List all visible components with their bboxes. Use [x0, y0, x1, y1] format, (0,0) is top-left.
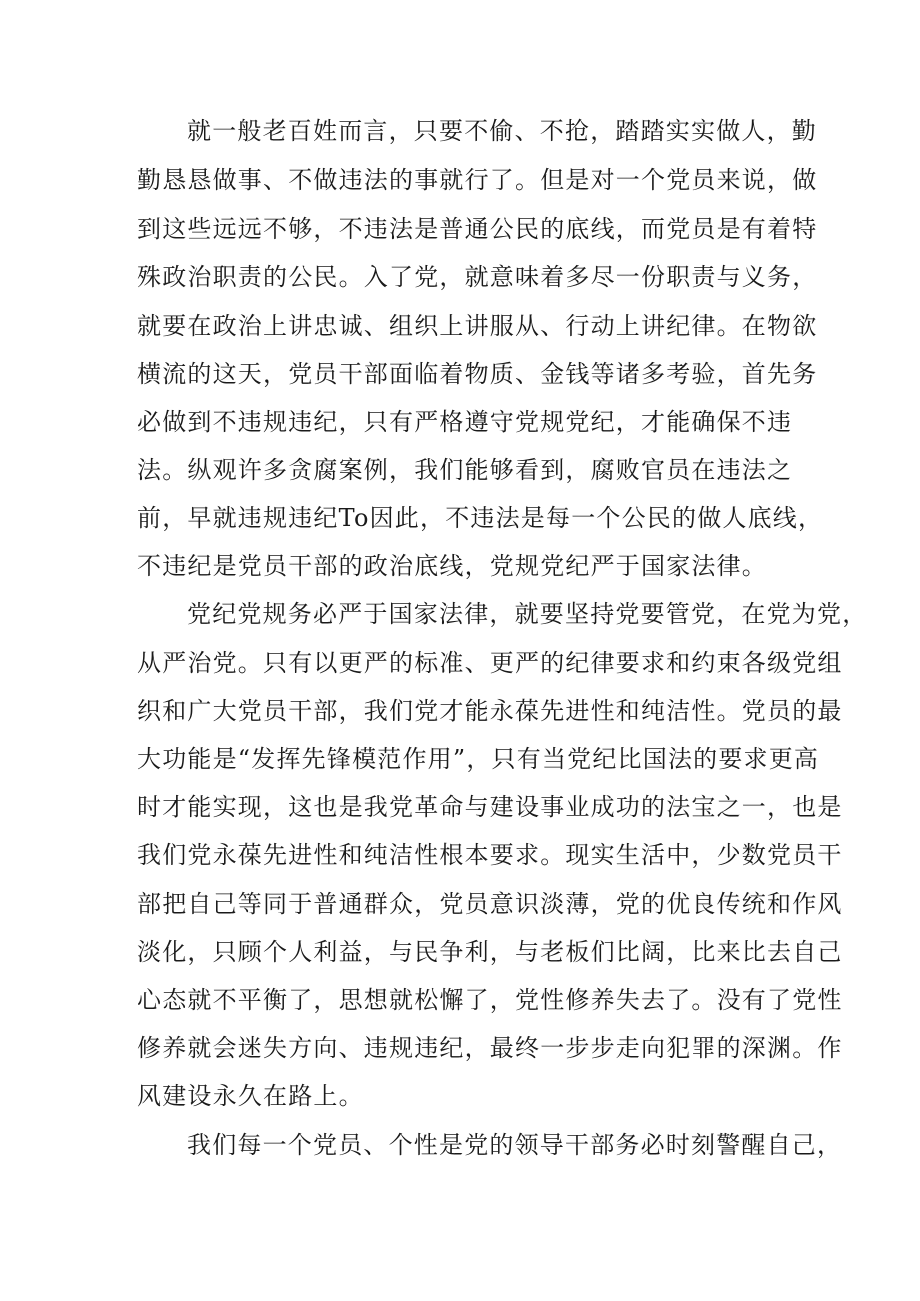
- paragraph-2-line-5: 时才能实现，这也是我党革命与建设事业成功的法宝之一，也是: [137, 793, 843, 821]
- paragraph-2-line-1: 党纪党规务必严于国家法律，就要坚持党要管党，在党为党，: [187, 600, 868, 628]
- paragraph-2-line-6: 我们党永葆先进性和纯洁性根本要求。现实生活中，少数党员干: [137, 841, 843, 869]
- paragraph-1-line-9: 前，早就违规违纪To因此，不违法是每一个公民的做人底线，: [137, 504, 824, 532]
- paragraph-1-line-4: 殊政治职责的公民。入了党，就意味着多尽一份职责与义务，: [137, 263, 818, 291]
- paragraph-1-line-1: 就一般老百姓而言，只要不偷、不抢，踏踏实实做人，勤: [187, 117, 817, 145]
- paragraph-2-line-3: 织和广大党员干部，我们党才能永葆先进性和纯洁性。党员的最: [137, 697, 843, 725]
- paragraph-1-line-7: 必做到不违规违纪，只有严格遵守党规党纪，才能确保不违: [137, 408, 793, 436]
- paragraph-1-line-5: 就要在政治上讲忠诚、组织上讲服从、行动上讲纪律。在物欲: [137, 312, 818, 340]
- paragraph-2-line-7: 部把自己等同于普通群众，党员意识淡薄，党的优良传统和作风: [137, 890, 843, 918]
- paragraph-1-line-3: 到这些远远不够，不违法是普通公民的底线，而党员是有着特: [137, 215, 818, 243]
- paragraph-2-line-10: 修养就会迷失方向、违规违纪，最终一步步走向犯罪的深渊。作: [137, 1034, 843, 1062]
- paragraph-3-line-1: 我们每一个党员、个性是党的领导干部务必时刻警醒自己，: [187, 1131, 843, 1159]
- paragraph-1-line-6: 横流的这天，党员干部面临着物质、金钱等诸多考验，首先务: [137, 360, 818, 388]
- paragraph-1-line-2: 勤恳恳做事、不做违法的事就行了。但是对一个党员来说，做: [137, 166, 818, 194]
- paragraph-2-line-9: 心态就不平衡了，思想就松懈了，党性修养失去了。没有了党性: [137, 986, 843, 1014]
- paragraph-2-line-8: 淡化，只顾个人利益，与民争利，与老板们比阔，比来比去自己: [137, 938, 843, 966]
- paragraph-2-line-11: 风建设永久在路上。: [137, 1082, 364, 1110]
- paragraph-2-line-4: 大功能是“发挥先锋模范作用”，只有当党纪比国法的要求更高: [137, 745, 820, 773]
- paragraph-2-line-2: 从严治党。只有以更严的标准、更严的纪律要求和约束各级党组: [137, 649, 843, 677]
- paragraph-1-line-8: 法。纵观许多贪腐案例，我们能够看到，腐败官员在违法之: [137, 456, 793, 484]
- paragraph-1-line-10: 不违纪是党员干部的政治底线，党规党纪严于国家法律。: [137, 552, 767, 580]
